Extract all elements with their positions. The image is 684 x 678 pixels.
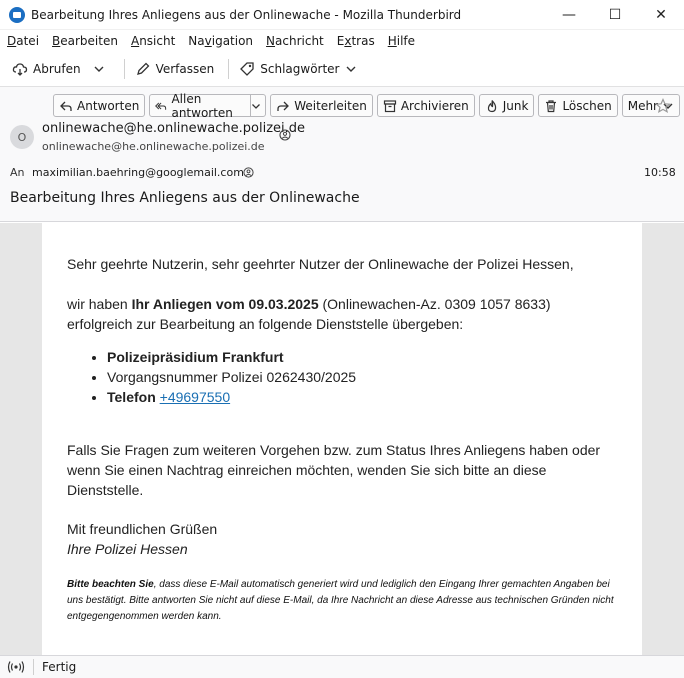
recipient-address[interactable]: maximilian.baehring@googlemail.com xyxy=(32,166,244,179)
more-label: Mehr xyxy=(627,98,658,113)
office-details-list xyxy=(67,347,356,407)
to-label: An xyxy=(10,166,25,179)
reply-all-icon xyxy=(155,99,167,113)
menu-bearbeiten[interactable]: Bearbeiten xyxy=(52,34,118,48)
reply-icon xyxy=(59,99,73,113)
menu-nachricht[interactable]: Nachricht xyxy=(266,34,324,48)
scrollbar-track[interactable] xyxy=(642,223,684,655)
delete-label: Löschen xyxy=(562,98,612,113)
forward-label: Weiterleiten xyxy=(294,98,367,113)
closing-text: Mit freundlichen Grüßen xyxy=(67,521,218,537)
case-number: Vorgangsnummer Polizei 0262430/2025 xyxy=(107,369,357,385)
message-subject: Bearbeitung Ihres Anliegens aus der Onlinewache xyxy=(10,190,360,206)
add-contact-icon[interactable] xyxy=(243,167,254,178)
archive-label: Archivieren xyxy=(400,98,469,113)
signature-text: Ihre Polizei Hessen xyxy=(67,541,188,557)
title-bar xyxy=(0,0,684,30)
list-item xyxy=(107,367,356,387)
list-item xyxy=(107,387,356,407)
message-time: 10:58 xyxy=(644,166,676,179)
minimize-button[interactable]: — xyxy=(562,7,576,23)
get-messages-dropdown[interactable] xyxy=(89,57,114,81)
menu-navigation[interactable]: Navigation xyxy=(188,34,254,48)
archive-icon xyxy=(383,99,397,113)
intro-paragraph: wir haben Ihr Anliegen vom 09.03.2025 (Onlinewachen-Az. 0309 1057 8633) erfolgreich zur Bearbeitung an folgende Dienststelle übergeben: xyxy=(67,296,551,332)
closing-block xyxy=(67,519,217,559)
tag-icon xyxy=(239,61,255,77)
more-button[interactable] xyxy=(622,94,680,117)
pencil-icon xyxy=(135,61,151,77)
reply-label: Antworten xyxy=(77,98,140,113)
phone-link[interactable]: +49697550 xyxy=(159,389,231,405)
greeting-text: Sehr geehrte Nutzerin, sehr geehrter Nutzer der Onlinewache der Polizei Hessen, xyxy=(67,256,574,272)
reply-all-label: Allen antworten xyxy=(171,91,233,120)
get-messages-label: Abrufen xyxy=(33,62,81,76)
list-item xyxy=(107,347,356,367)
request-date-bold: Ihr Anliegen vom 09.03.2025 xyxy=(131,296,319,312)
menu-datei[interactable]: Datei xyxy=(7,34,40,48)
chevron-down-icon xyxy=(93,63,105,75)
toolbar-separator xyxy=(228,59,229,79)
junk-flame-icon xyxy=(485,99,499,113)
questions-paragraph: Falls Sie Fragen zum weiteren Vorgehen bzw. zum Status Ihres Anliegens haben oder wenn Sie einen Nachtrag einreichen möchten, wenden Sie sich bitte an diese Dienststelle. xyxy=(67,442,601,498)
menu-extras[interactable]: Extras xyxy=(336,34,375,48)
menu-hilfe[interactable]: Hilfe xyxy=(387,34,416,48)
automated-note xyxy=(67,577,617,625)
reply-all-dropdown[interactable] xyxy=(250,95,265,116)
trash-icon xyxy=(544,99,558,113)
note-text: , dass diese E-Mail automatisch generiert wird und lediglich den Eingang Ihrer gemachten Angaben bei uns bestätigt. Bitte antworten Sie nicht auf diese E-Mail, da Ihre Nachricht an diese Adresse aus technischen Gründen nicht entgegengenommen werden kann. xyxy=(67,579,614,622)
close-button[interactable]: ✕ xyxy=(655,7,667,23)
phone-label: Telefon xyxy=(107,389,156,405)
header-action-buttons xyxy=(53,91,684,120)
menu-bar xyxy=(0,30,684,52)
status-bar xyxy=(0,655,684,678)
message-content-area[interactable] xyxy=(0,223,684,655)
cloud-download-icon xyxy=(12,61,28,77)
reply-all-button[interactable] xyxy=(149,91,266,120)
main-toolbar xyxy=(0,54,684,84)
archive-button[interactable] xyxy=(377,94,475,117)
menu-ansicht[interactable]: Ansicht xyxy=(130,34,176,48)
forward-icon xyxy=(276,99,290,113)
status-text: Fertig xyxy=(42,660,77,674)
chevron-down-icon xyxy=(345,63,357,75)
office-name: Polizeipräsidium Frankfurt xyxy=(107,349,284,365)
sender-avatar: O xyxy=(10,125,34,149)
maximize-button[interactable]: ☐ xyxy=(608,7,622,23)
connection-status-icon xyxy=(7,660,25,674)
status-separator xyxy=(33,659,34,675)
sender-name[interactable]: onlinewache@he.onlinewache.polizei.de xyxy=(42,121,306,136)
toolbar-separator xyxy=(124,59,125,79)
write-label: Verfassen xyxy=(155,62,215,76)
star-icon[interactable] xyxy=(655,98,671,114)
delete-button[interactable] xyxy=(538,94,617,117)
reply-button[interactable] xyxy=(53,94,145,117)
email-body xyxy=(42,223,642,655)
window-title: Bearbeitung Ihres Anliegens aus der Onlinewache - Mozilla Thunderbird xyxy=(31,7,462,22)
write-button[interactable] xyxy=(131,57,219,81)
junk-button[interactable] xyxy=(479,94,535,117)
thunderbird-app-icon xyxy=(9,7,25,23)
note-bold: Bitte beachten Sie xyxy=(67,579,154,590)
tags-label: Schlagwörter xyxy=(260,62,340,76)
add-contact-icon[interactable] xyxy=(279,129,291,141)
tags-button[interactable] xyxy=(235,57,360,81)
chevron-down-icon xyxy=(251,101,261,111)
sender-email[interactable]: onlinewache@he.onlinewache.polizei.de xyxy=(42,140,265,153)
get-messages-button[interactable] xyxy=(8,57,85,81)
junk-label: Junk xyxy=(502,98,529,113)
forward-button[interactable] xyxy=(270,94,373,117)
